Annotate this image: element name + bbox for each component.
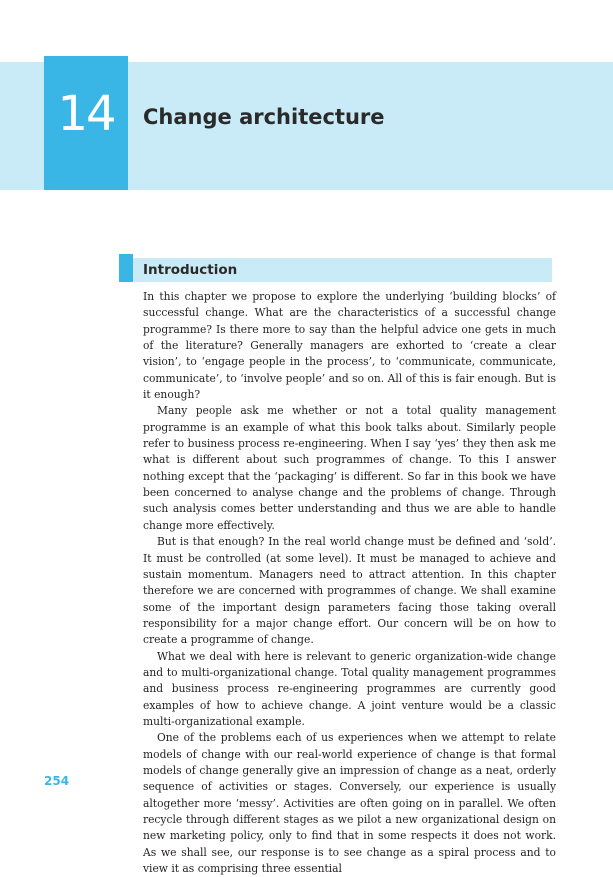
chapter-number-box bbox=[44, 56, 128, 190]
chapter-number: 14 bbox=[57, 86, 115, 142]
paragraph-4: What we deal with here is relevant to generic organization-wide change and to multi-organizational change. Total quality management programmes and business process re-engineering programmes are currently good examples of how to achieve change. A joint venture would be a classic multi-organizational example. bbox=[143, 649, 556, 728]
section-title: Introduction bbox=[143, 262, 238, 278]
paragraph-2: Many people ask me whether or not a total quality management programme is an example of what this book talks about. Similarly people refer to business process re-engineering. When I say ‘yes’ they then ask me what is different about such programmes of change. To this I answer nothing except that the ‘packaging’ is different. So far in this book we have been concerned to analyse change and the problems of change. Through such analysis comes better understanding and thus we are able to handle change more effectively. bbox=[143, 404, 556, 532]
paragraph-1: In this chapter we propose to explore the underlying ‘building blocks’ of successful change. What are the characteristics of a successful change programme? Is there more to say than the helpful advice one gets in much of the literature? Generally managers are exhorted to ‘create a clear vision’, to ‘engage people in the process’, to ‘communicate, communicate, communicate’, to ‘involve people’ and so on. All of this is fair enough. But is it enough? bbox=[143, 290, 556, 402]
page-number: 254 bbox=[44, 774, 70, 788]
paragraph-3: But is that enough? In the real world change must be defined and ‘sold’. It must be controlled (at some level). It must be managed to achieve and sustain momentum. Managers need to attract attention. In this chapter therefore we are concerned with programmes of change. We shall examine some of the important design parameters facing those taking overall responsibility for a major change effort. Our concern will be on how to create a programme of change. bbox=[143, 535, 556, 647]
chapter-title: Change architecture bbox=[143, 105, 385, 129]
section-heading-bar bbox=[119, 258, 552, 282]
body-text bbox=[143, 289, 556, 877]
paragraph-5: One of the problems each of us experiences when we attempt to relate models of change with our real-world experience of change is that formal models of change generally give an impression of change as a neat, orderly sequence of activities or stages. Conversely, our experience is usually altogether more ‘messy’. Activities are often going on in parallel. We often recycle through different stages as we pilot a new organizational design on new marketing policy, only to find that in some respects it does not work. As we shall see, our response is to see change as a spiral process and to view it as comprising three essential bbox=[143, 731, 556, 876]
section-marker bbox=[119, 254, 133, 282]
